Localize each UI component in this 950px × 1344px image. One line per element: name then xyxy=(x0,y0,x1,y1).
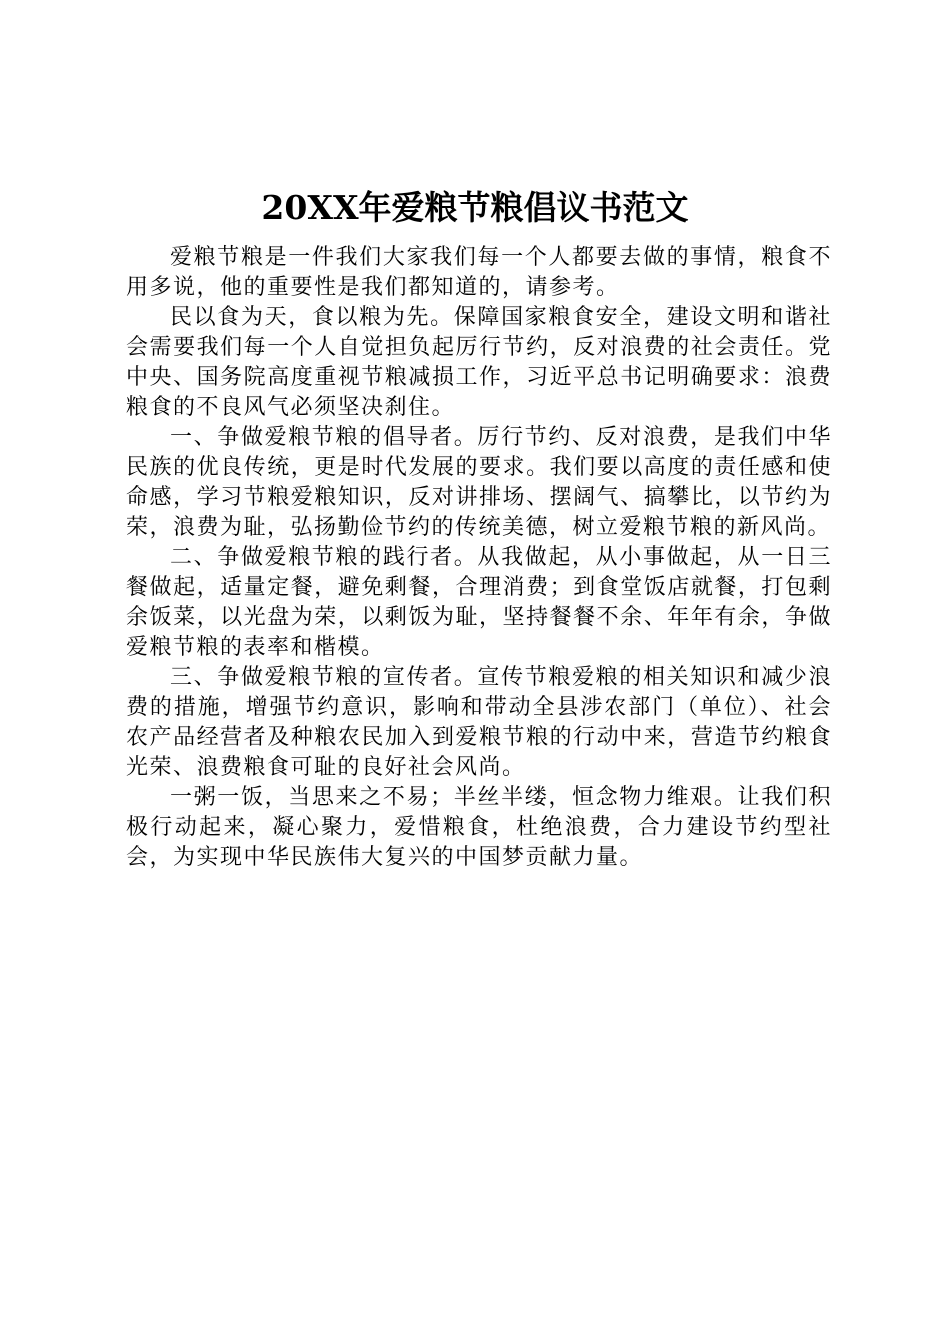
paragraph-intro: 爱粮节粮是一件我们大家我们每一个人都要去做的事情，粮食不用多说，他的重要性是我们都知道的，请参考。 xyxy=(126,245,832,300)
paragraph-background: 民以食为天，食以粮为先。保障国家粮食安全，建设文明和谐社会需要我们每一个人自觉担负起厉行节约，反对浪费的社会责任。党中央、国务院高度重视节粮减损工作，习近平总书记明确要求：浪费粮食的不良风气必须坚决刹住。 xyxy=(126,305,832,420)
document-title: 20XX年爱粮节粮倡议书范文 xyxy=(261,188,689,227)
paragraph-practitioner: 二、争做爱粮节粮的践行者。从我做起，从小事做起，从一日三餐做起，适量定餐，避免剩餐，合理消费；到食堂饭店就餐，打包剩余饭菜，以光盘为荣，以剩饭为耻，坚持餐餐不余、年年有余，争做爱粮节粮的表率和楷模。 xyxy=(126,545,832,660)
paragraph-advocate: 一、争做爱粮节粮的倡导者。厉行节约、反对浪费，是我们中华民族的优良传统，更是时代发展的要求。我们要以高度的责任感和使命感，学习节粮爱粮知识，反对讲排场、摆阔气、搞攀比，以节约为荣，浪费为耻，弘扬勤俭节约的传统美德，树立爱粮节粮的新风尚。 xyxy=(126,425,832,540)
document-body xyxy=(126,243,832,873)
paragraph-conclusion: 一粥一饭，当思来之不易；半丝半缕，恒念物力维艰。让我们积极行动起来，凝心聚力，爱惜粮食，杜绝浪费，合力建设节约型社会，为实现中华民族伟大复兴的中国梦贡献力量。 xyxy=(126,785,832,870)
paragraph-promoter: 三、争做爱粮节粮的宣传者。宣传节粮爱粮的相关知识和减少浪费的措施，增强节约意识，影响和带动全县涉农部门（单位）、社会农产品经营者及种粮农民加入到爱粮节粮的行动中来，营造节约粮食光荣、浪费粮食可耻的良好社会风尚。 xyxy=(126,665,832,780)
